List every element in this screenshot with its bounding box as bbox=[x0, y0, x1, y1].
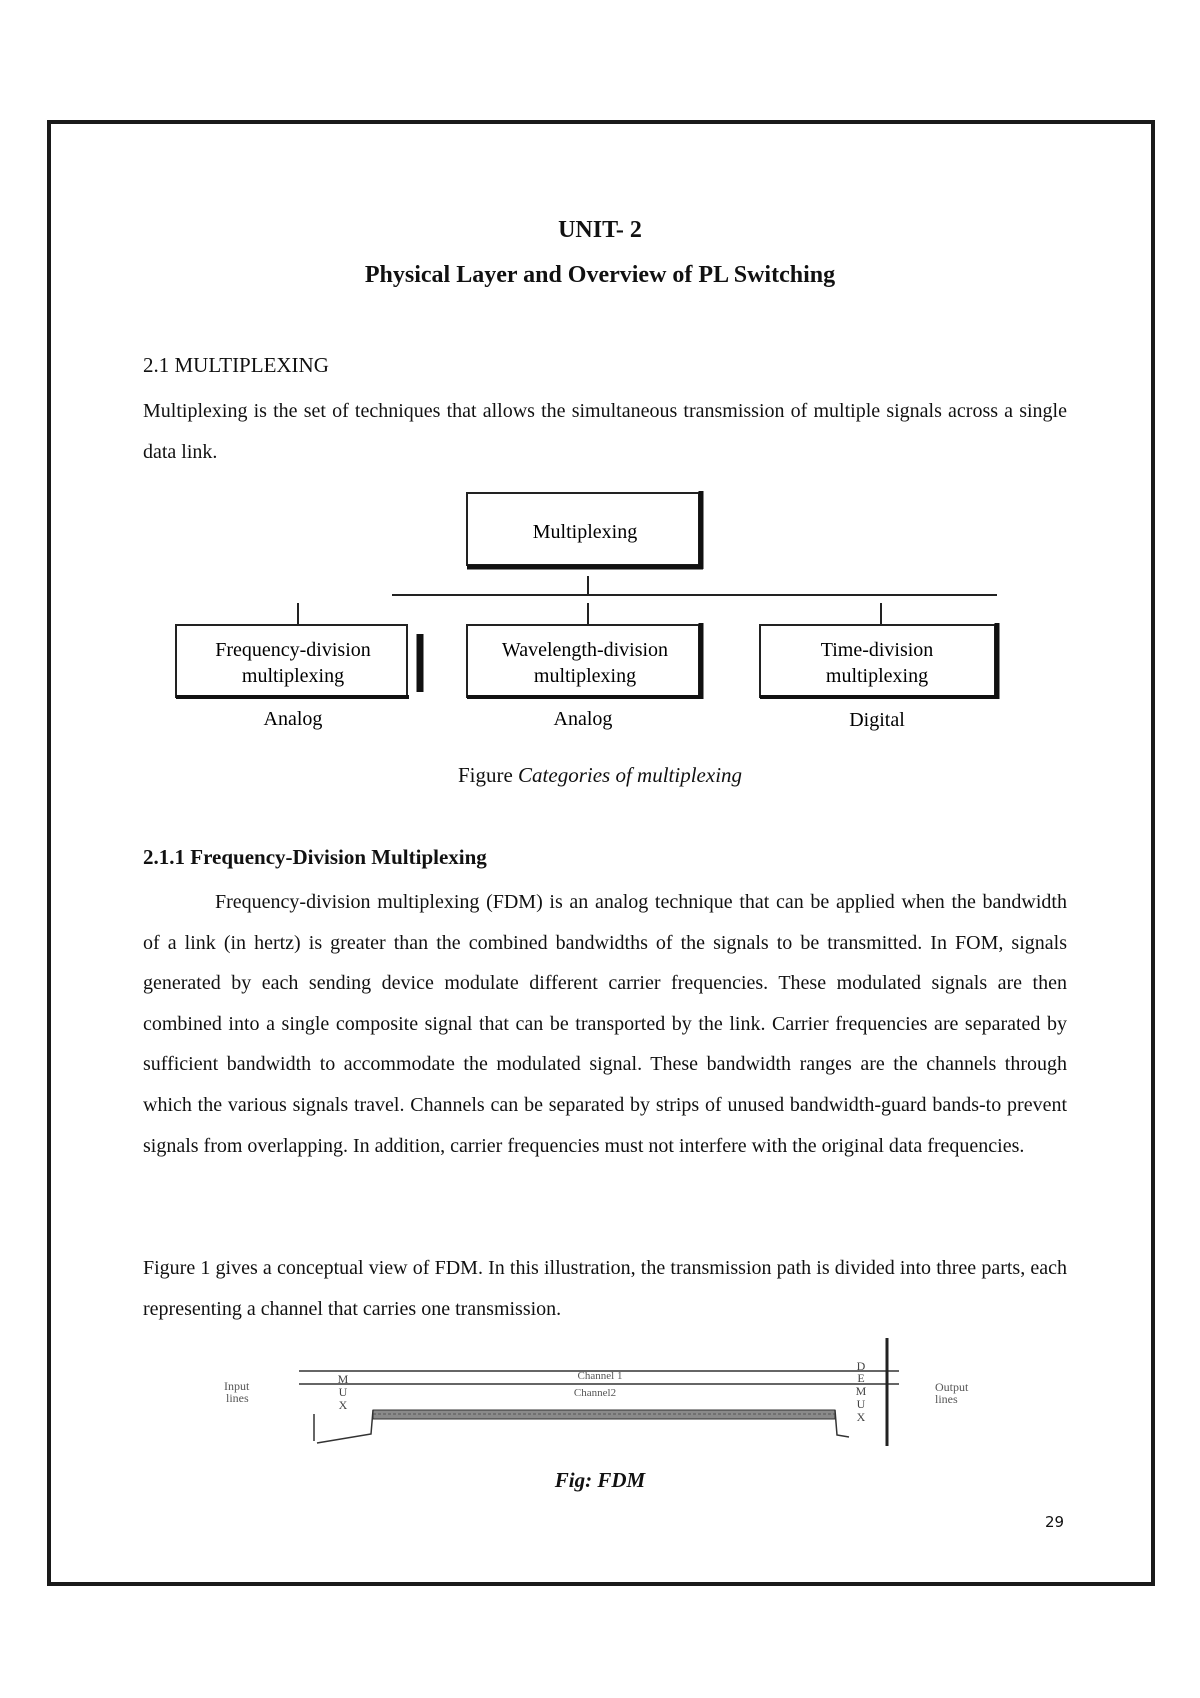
branch-fdm-line2: multiplexing bbox=[241, 665, 345, 687]
fdm-diagram bbox=[224, 1338, 969, 1446]
demux-letter-x: X bbox=[856, 1410, 866, 1424]
output-lines-label-2: lines bbox=[935, 1392, 958, 1406]
branch-tdm-line2: multiplexing bbox=[825, 665, 929, 687]
fdm-figure-intro-paragraph: Figure 1 gives a conceptual view of FDM. In this illustration, the transmission path is divided into three parts, each representing a channel that carries one transmission. bbox=[143, 1257, 1067, 1320]
diagram-root-label: Multiplexing bbox=[532, 521, 638, 543]
diagram-branch-tdm bbox=[760, 623, 999, 731]
figure-caption bbox=[0, 763, 1200, 788]
input-lines-label-2: lines bbox=[226, 1391, 249, 1405]
page-title: Physical Layer and Overview of PL Switching bbox=[364, 262, 836, 288]
figure-caption-prefix: Figure bbox=[457, 763, 513, 787]
demux-letter-u: U bbox=[856, 1397, 866, 1411]
channel-1-label: Channel 1 bbox=[577, 1370, 623, 1382]
demux-letter-e: E bbox=[857, 1371, 865, 1385]
branch-tdm-line1: Time-division bbox=[820, 639, 934, 661]
section-heading: 2.1 MULTIPLEXING bbox=[143, 353, 329, 377]
fdm-figure-caption: Fig: FDM bbox=[554, 1468, 646, 1492]
input-lines-label-1: Input bbox=[224, 1379, 250, 1393]
mux-letter-m: M bbox=[337, 1372, 349, 1386]
page-number: 29 bbox=[1045, 1513, 1065, 1531]
subsection-heading: 2.1.1 Frequency-Division Multiplexing bbox=[143, 845, 487, 869]
mux-letter-u: U bbox=[338, 1385, 348, 1399]
mux-letter-x: X bbox=[338, 1398, 348, 1412]
branch-wdm-kind: Analog bbox=[553, 708, 613, 730]
unit-title: UNIT- 2 bbox=[558, 217, 642, 243]
figure-caption-title: Categories of multiplexing bbox=[518, 763, 743, 787]
output-lines-label-1: Output bbox=[935, 1380, 969, 1394]
branch-wdm-line2: multiplexing bbox=[533, 665, 637, 687]
diagram-branch-fdm bbox=[176, 625, 409, 730]
diagram-branch-wdm bbox=[467, 623, 703, 730]
demux-letter-m: M bbox=[855, 1384, 867, 1398]
branch-fdm-line1: Frequency-division bbox=[215, 639, 371, 661]
intro-paragraph: Multiplexing is the set of techniques that allows the simultaneous transmission of multiple signals across a single data link. bbox=[143, 400, 1067, 463]
diagram-root-box bbox=[467, 491, 703, 569]
branch-wdm-line1: Wavelength-division bbox=[501, 639, 669, 661]
branch-tdm-kind: Digital bbox=[849, 709, 905, 731]
fdm-paragraph: Frequency-division multiplexing (FDM) is an analog technique that can be applied when the bandwidth of a link (in hertz) is greater than the combined bandwidths of the signals to be transmitted. In FOM, signals generated by each sending device modulate different carrier frequencies. These modulated signals are then combined into a single composite signal that can be transported by the link. Carrier frequencies are separated by sufficient bandwidth to accommodate the modulated signal. These bandwidth ranges are the channels through which the various signals travel. Channels can be separated by strips of unused bandwidth-guard bands-to prevent signals from overlapping. In addition, carrier frequencies must not interfere with the original data frequencies. bbox=[143, 891, 1067, 1157]
channel-2-label: Channel2 bbox=[573, 1387, 617, 1399]
branch-fdm-kind: Analog bbox=[263, 708, 323, 730]
demux-letter-d: D bbox=[856, 1359, 866, 1373]
